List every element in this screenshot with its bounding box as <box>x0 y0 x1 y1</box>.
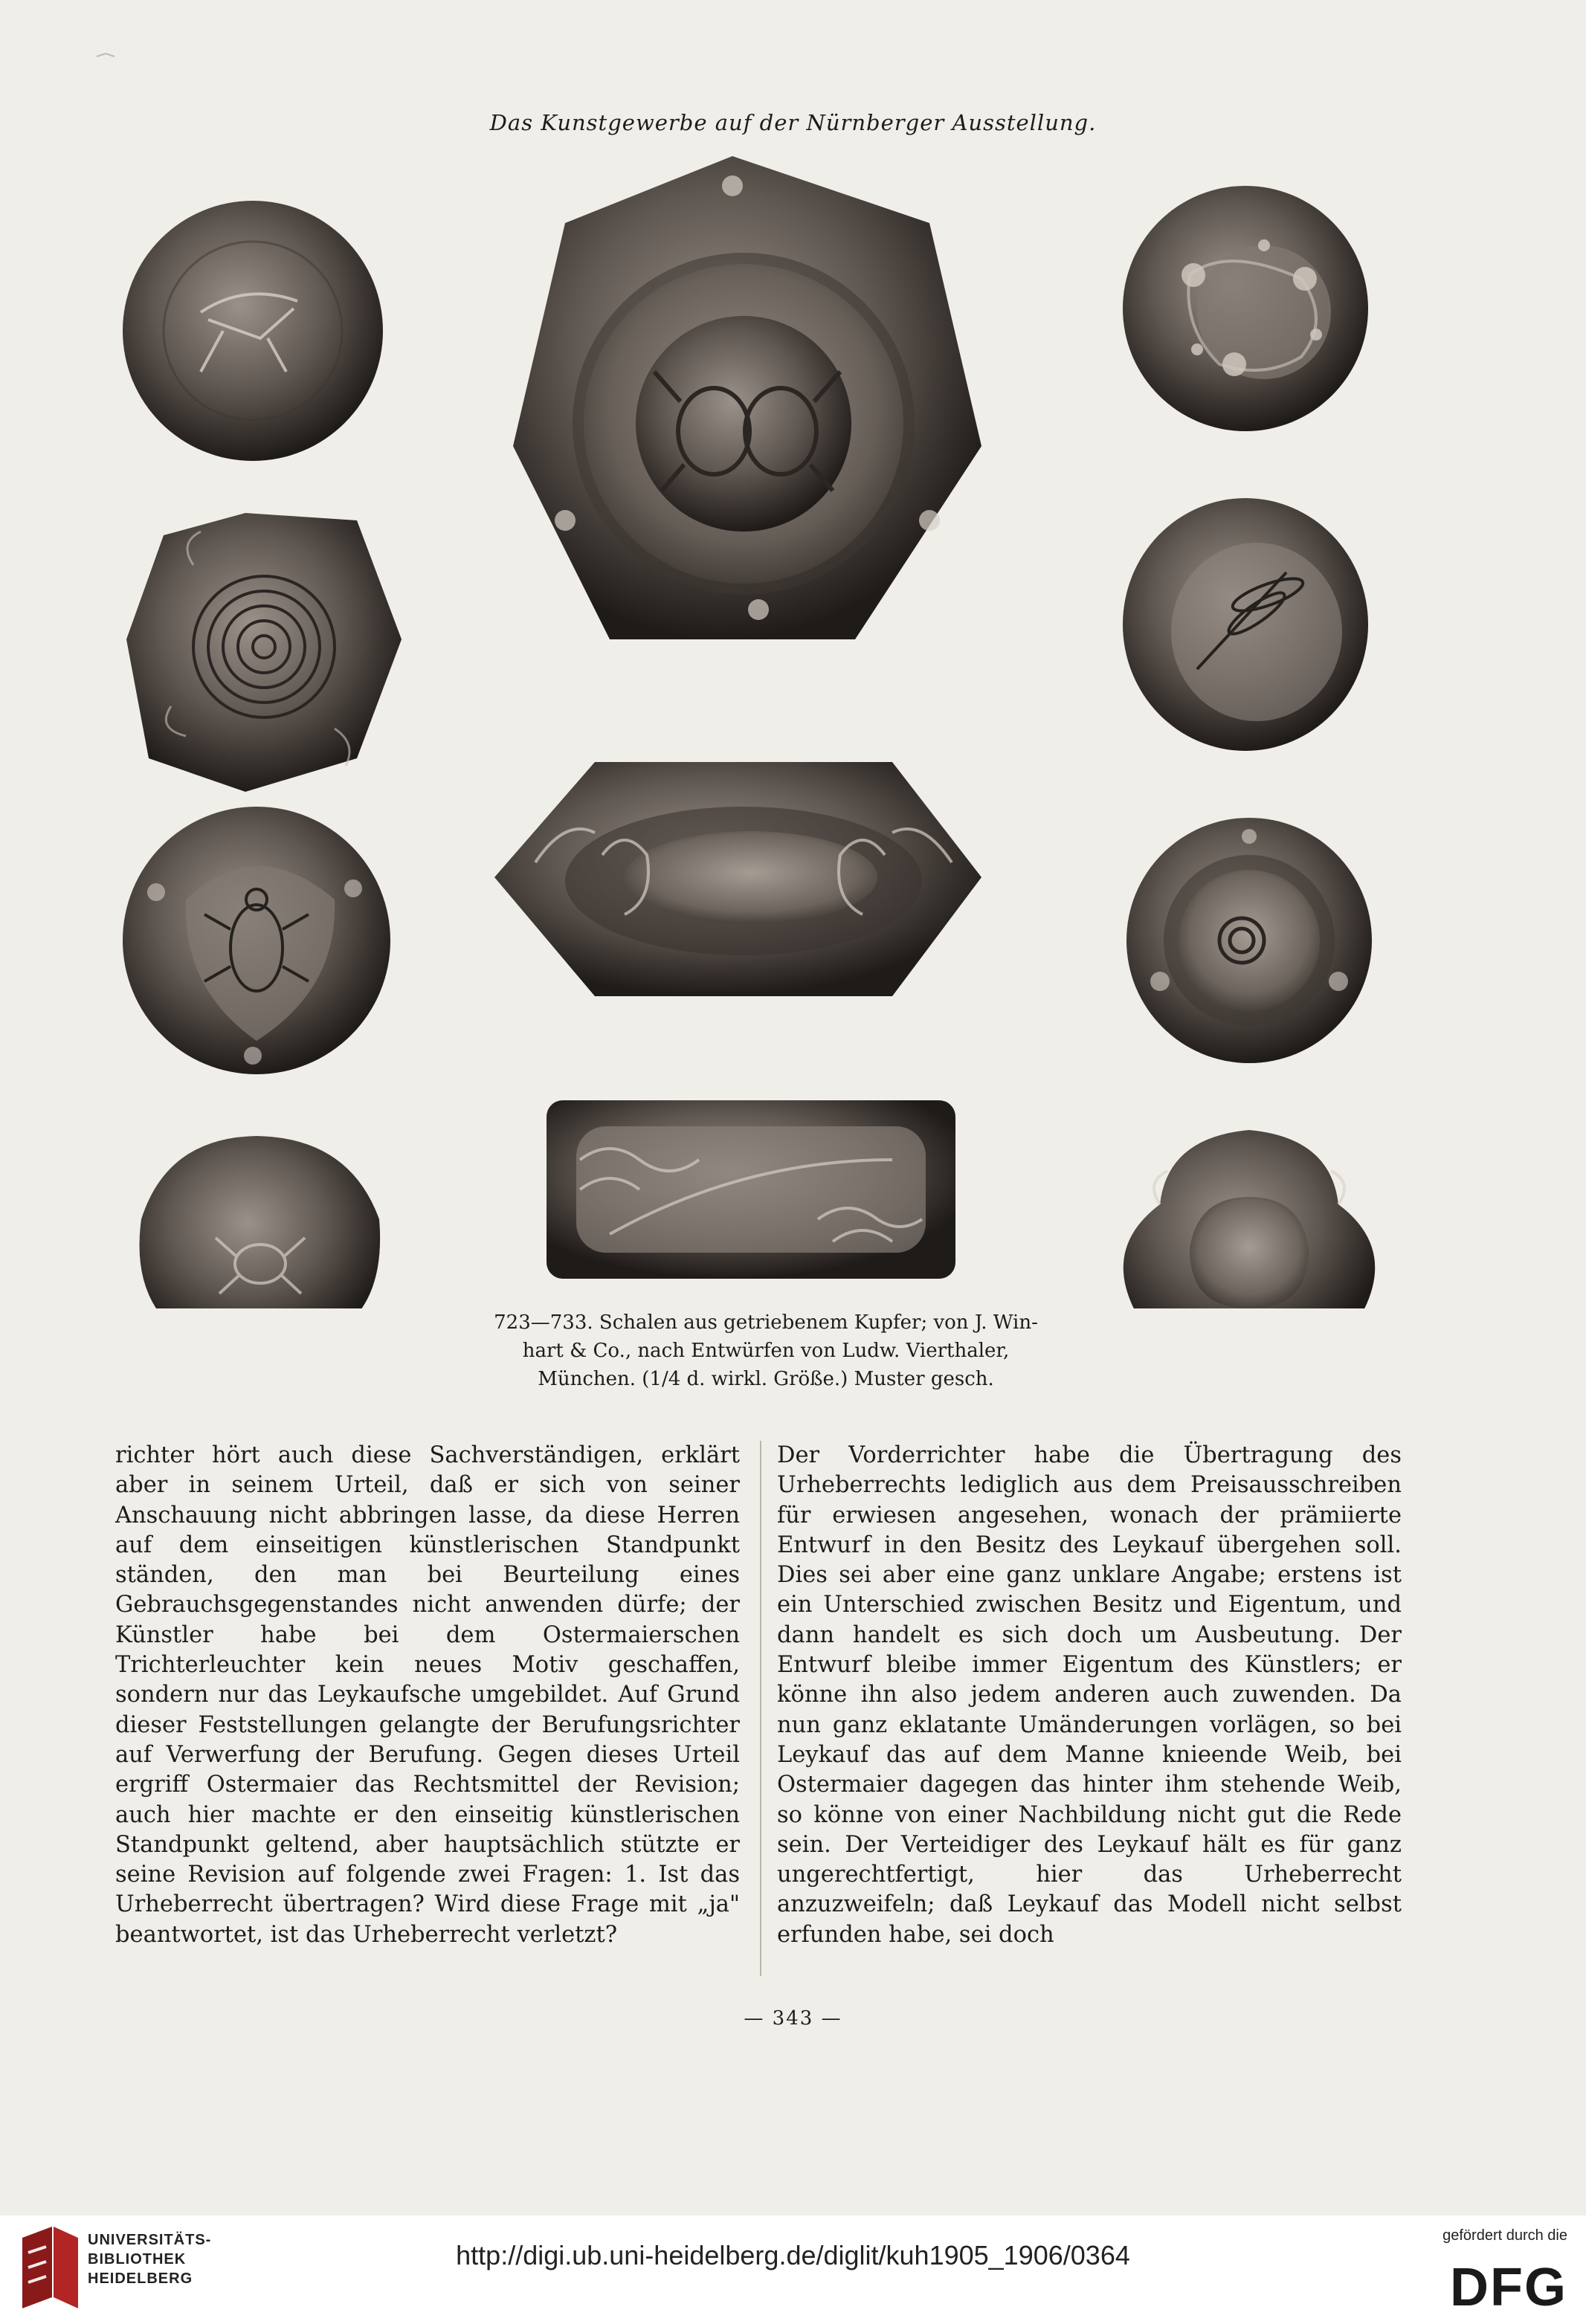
page-number: — 343 — <box>744 2007 842 2030</box>
text-column-right <box>777 1441 1402 1950</box>
plate-rings <box>1126 818 1372 1063</box>
caption-line: 723—733. Schalen aus getriebenem Kupfer; von J. Win- <box>494 1311 1038 1334</box>
plate-beetle <box>123 807 390 1074</box>
figure-caption <box>476 1308 1056 1393</box>
paragraph: richter hört auch diese Sachverständigen, erklärt aber in seinem Urteil, daß er sich von seiner Anschauung nicht abbringen lasse, da diese Herren auf dem einseitigen künstlerischen Standpunkt ständen, den man bei Beurteilung eines Gebrauchsgegenstandes nicht anwenden dürfe; der Künstler habe bei dem Ostermaierschen Trichterleuchter kein neues Motiv geschaffen, sondern nur das Leykaufsche umgebildet. Auf Grund dieser Feststellungen gelangte der Berufungsrichter auf Verwerfung der Berufung. Gegen dieses Urteil ergriff Ostermaier das Rechtsmittel der Revision; auch hier machte er den einseitig künstlerischen Standpunkt geltend, aber hauptsächlich stützte er seine Revision auf folgende zwei Fragen: 1. Ist das Urheberrecht übertragen? Wird diese Frage mit „ja" beantwortet, ist das Urheberrecht verletzt? <box>115 1442 740 1948</box>
plate-frogs <box>1123 186 1368 431</box>
plate-spiral <box>126 513 402 792</box>
plate-waves <box>547 1100 955 1279</box>
text-column-left <box>115 1441 740 1950</box>
caption-line: hart & Co., nach Entwürfen von Ludw. Vierthaler, <box>522 1340 1010 1362</box>
plate-grasshopper <box>123 201 383 461</box>
column-divider <box>760 1441 761 1976</box>
plate-crab-round <box>140 1136 381 1308</box>
funding-note: gefördert durch die <box>1442 2227 1567 2244</box>
caption-line: München. (1/4 d. wirkl. Größe.) Muster gesch. <box>538 1368 994 1390</box>
plate-trefoil <box>1124 1130 1375 1308</box>
library-name-line: HEIDELBERG <box>88 2270 193 2287</box>
plate-crab-hexagonal <box>513 156 981 639</box>
plate-seahorses <box>494 762 981 996</box>
source-url-link[interactable]: http://digi.ub.uni-heidelberg.de/diglit/kuh1905_1906/0364 <box>456 2240 1130 2270</box>
library-name-line: BIBLIOTHEK <box>88 2251 187 2267</box>
running-header: Das Kunstgewerbe auf der Nürnberger Ausstellung. <box>489 110 1097 135</box>
dfg-logo: DFG <box>1450 2258 1567 2317</box>
library-name-line: UNIVERSITÄTS- <box>88 2232 212 2248</box>
paragraph: Der Vorderrichter habe die Übertragung des Urheberrechts lediglich aus dem Preisausschreiben für erwiesen angesehen, wonach der prämiierte Entwurf in den Besitz des Leykauf übergehen soll. Dies sei aber eine ganz unklare Angabe; erstens ist ein Unterschied zwischen Besitz und Eigentum, und dann handelt es sich doch um Ausbeutung. Der Entwurf bleibe immer Eigentum des Künstlers; er könne ihn also jedem anderen auch zuwenden. Da nun ganz eklatante Umänderungen vorlägen, so bei Leykauf das auf dem Manne knieende Weib, bei Ostermaier dagegen das hinter ihm stehende Weib, so könne von einer Nachbildung nicht gut die Rede sein. Der Verteidiger des Leykauf hält es für ganz ungerechtfertigt, hier das Urheberrecht anzuzweifeln; daß Leykauf das Modell nicht selbst erfunden habe, sei doch <box>777 1442 1402 1948</box>
plate-dragonfly <box>1123 498 1368 751</box>
